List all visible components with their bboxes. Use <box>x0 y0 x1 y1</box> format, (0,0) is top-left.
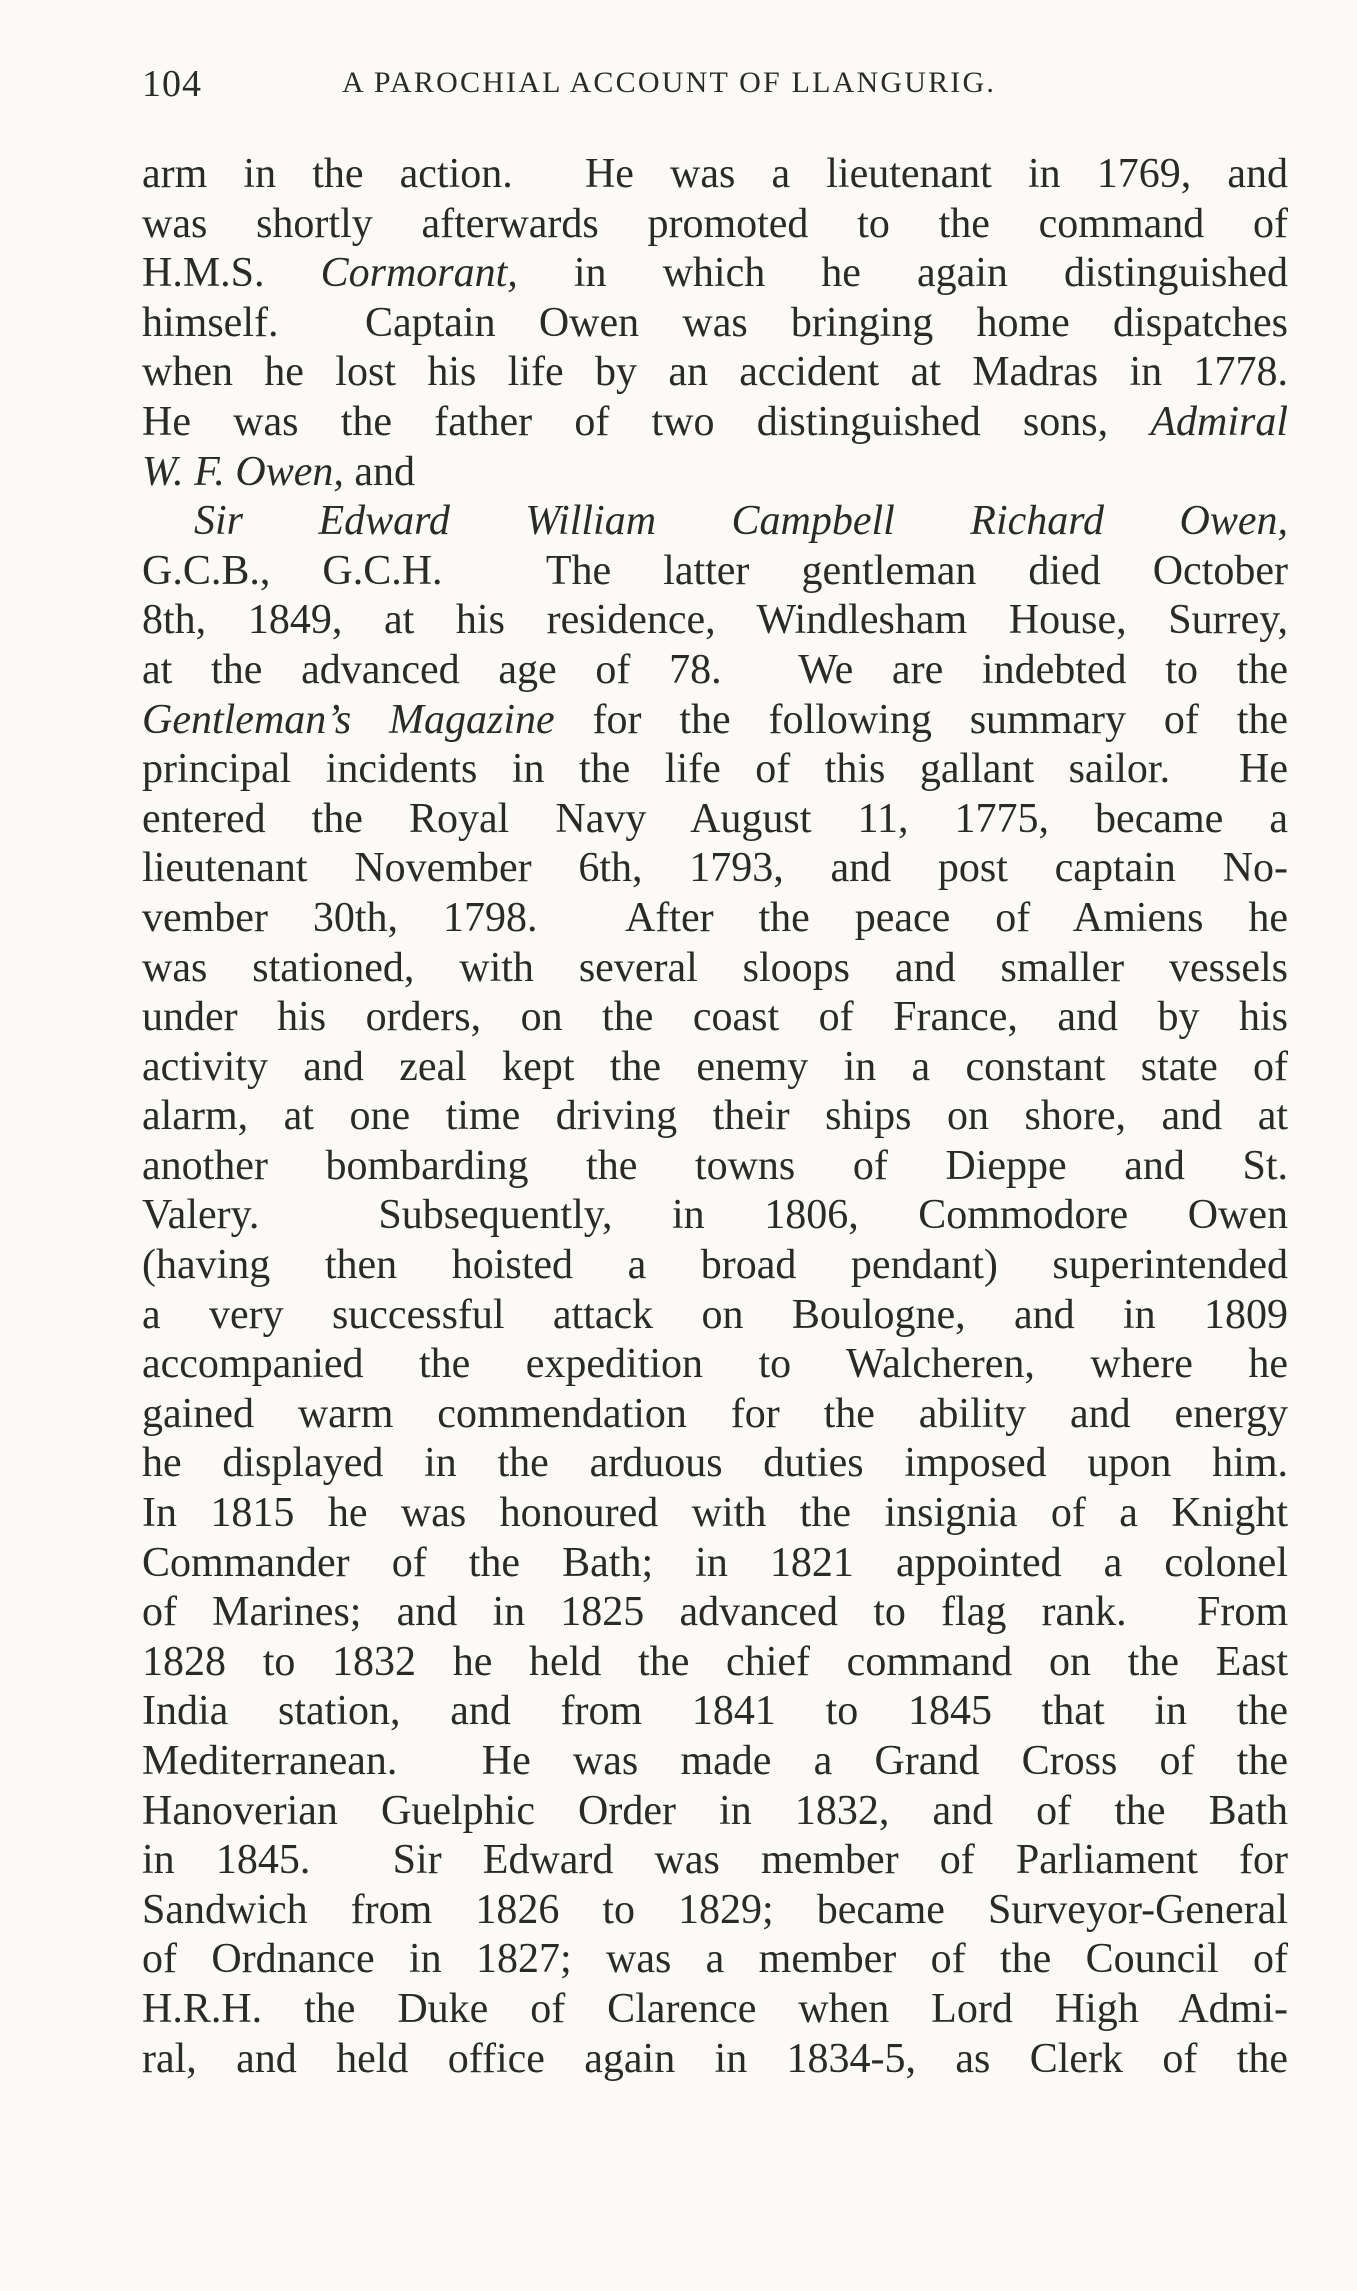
text-line <box>142 795 1288 845</box>
text-line <box>142 299 1288 349</box>
text-line <box>142 844 1288 894</box>
text-run: gained warm commendation for the ability and energy <box>142 1390 1288 1437</box>
text-run: H.R.H. the Duke of Clarence when Lord High Admi- <box>142 1985 1288 2032</box>
text-run: In 1815 he was honoured with the insignia of a Knight <box>142 1490 1288 1537</box>
text-run: Valery. Subsequently, in 1806, Commodore Owen <box>142 1192 1288 1239</box>
text-run: alarm, at one time driving their ships on shore, and at <box>142 1093 1288 1140</box>
text-line <box>142 2035 1288 2085</box>
text-run: he displayed in the arduous duties imposed upon him. <box>142 1440 1288 1487</box>
text-line <box>142 1092 1288 1142</box>
page-number: 104 <box>142 63 202 105</box>
italic-text-run: Admiral <box>1150 398 1288 445</box>
text-run: 8th, 1849, at his residence, Windlesham House, Surrey, <box>142 597 1288 644</box>
text-line <box>142 1588 1288 1638</box>
text-line <box>142 1539 1288 1589</box>
text-line <box>142 745 1288 795</box>
text-line <box>142 1439 1288 1489</box>
text-run: in which he again distinguished <box>517 250 1288 297</box>
text-run: under his orders, on the coast of France, and by his <box>142 994 1288 1041</box>
text-line <box>142 249 1288 299</box>
text-run: another bombarding the towns of Dieppe and St. <box>142 1142 1288 1189</box>
text-line <box>142 993 1288 1043</box>
text-run: was shortly afterwards promoted to the command of <box>142 200 1288 247</box>
text-line <box>142 200 1288 250</box>
text-run: ral, and held office again in 1834-5, as Clerk of the <box>142 2035 1288 2082</box>
text-run: accompanied the expedition to Walcheren, where he <box>142 1341 1288 1388</box>
text-run: Sandwich from 1826 to 1829; became Surveyor-General <box>142 1886 1288 1933</box>
body-text <box>142 150 1288 2084</box>
text-run: Commander of the Bath; in 1821 appointed a colonel <box>142 1539 1288 1586</box>
text-line <box>142 1787 1288 1837</box>
text-line <box>142 1241 1288 1291</box>
text-run: in 1845. Sir Edward was member of Parliament for <box>142 1837 1288 1884</box>
text-run: was stationed, with several sloops and smaller vessels <box>142 944 1288 991</box>
italic-text-run: Gentleman’s Magazine <box>142 696 555 743</box>
text-line <box>142 547 1288 597</box>
text-line <box>142 497 1288 547</box>
text-line <box>142 1638 1288 1688</box>
text-line <box>142 1142 1288 1192</box>
text-line <box>142 1737 1288 1787</box>
italic-text-run: Cormorant, <box>320 250 518 297</box>
text-line <box>142 596 1288 646</box>
text-line <box>142 1043 1288 1093</box>
text-line <box>142 1489 1288 1539</box>
text-line <box>142 894 1288 944</box>
italic-text-run: Sir Edward William Campbell Richard Owen, <box>194 498 1288 545</box>
text-line <box>142 1886 1288 1936</box>
text-line <box>142 696 1288 746</box>
text-run: entered the Royal Navy August 11, 1775, became a <box>142 795 1288 842</box>
running-title: A PAROCHIAL ACCOUNT OF LLANGURIG. <box>342 66 997 99</box>
italic-text-run: W. F. Owen, <box>142 448 344 495</box>
text-line <box>142 1340 1288 1390</box>
text-run: arm in the action. He was a lieutenant in 1769, and <box>142 151 1288 197</box>
text-line <box>142 1985 1288 2035</box>
text-run: a very successful attack on Boulogne, and in 1809 <box>142 1291 1288 1338</box>
text-line <box>142 1687 1288 1737</box>
text-run: principal incidents in the life of this gallant sailor. He <box>142 746 1288 793</box>
text-run: lieutenant November 6th, 1793, and post captain No- <box>142 845 1288 892</box>
text-run: himself. Captain Owen was bringing home dispatches <box>142 299 1288 346</box>
text-run: at the advanced age of 78. We are indebted to the <box>142 646 1288 693</box>
text-line <box>142 150 1288 200</box>
text-line <box>142 1935 1288 1985</box>
text-run: Mediterranean. He was made a Grand Cross of the <box>142 1738 1288 1784</box>
text-line <box>142 1390 1288 1440</box>
text-run: Hanoverian Guelphic Order in 1832, and of the Bath <box>142 1787 1288 1834</box>
text-line <box>142 944 1288 994</box>
text-run: 1828 to 1832 he held the chief command on the East <box>142 1638 1288 1685</box>
text-line <box>142 1836 1288 1886</box>
text-run: activity and zeal kept the enemy in a constant state of <box>142 1043 1288 1090</box>
text-run: vember 30th, 1798. After the peace of Amiens he <box>142 894 1288 941</box>
text-line <box>142 348 1288 398</box>
text-line <box>142 398 1288 448</box>
text-line <box>142 1191 1288 1241</box>
text-line <box>142 1291 1288 1341</box>
text-run: H.M.S. <box>142 250 321 297</box>
running-head <box>142 62 1142 112</box>
text-line <box>142 646 1288 696</box>
text-run: (having then hoisted a broad pendant) superintended <box>142 1242 1288 1289</box>
text-run: and <box>343 448 416 495</box>
text-run: He was the father of two distinguished sons, <box>142 398 1151 445</box>
text-run: of Ordnance in 1827; was a member of the Council of <box>142 1936 1288 1983</box>
text-line <box>142 448 1288 498</box>
text-run: for the following summary of the <box>554 696 1289 743</box>
text-run: India station, and from 1841 to 1845 that in the <box>142 1688 1288 1735</box>
text-run: of Marines; and in 1825 advanced to flag rank. From <box>142 1589 1288 1636</box>
text-run: G.C.B., G.C.H. The latter gentleman died October <box>142 547 1288 594</box>
text-run: when he lost his life by an accident at Madras in 1778. <box>142 349 1288 396</box>
